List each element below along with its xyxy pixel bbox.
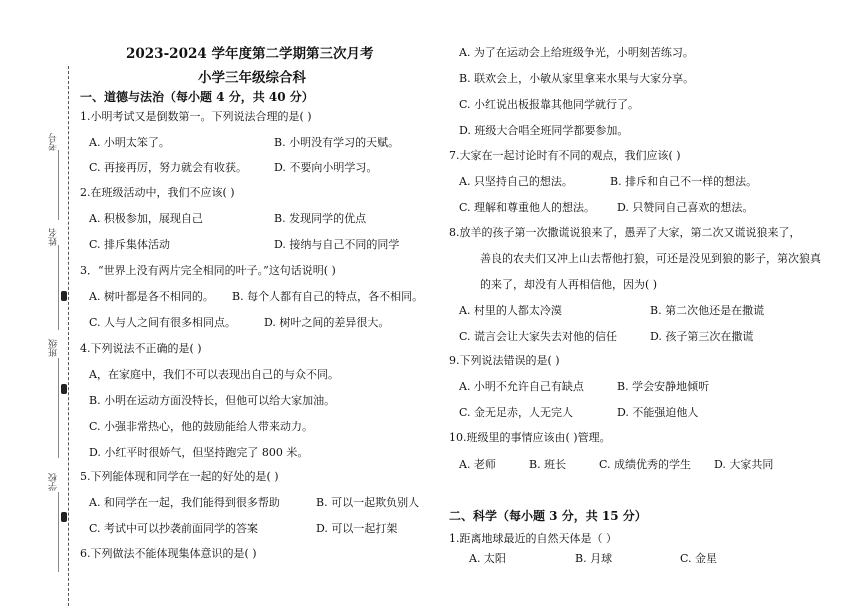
- question-9-option-d: D. 不能强迫他人: [617, 406, 699, 419]
- question-6-option-c: C. 小红说出板报靠其他同学就行了。: [459, 98, 640, 111]
- science-question-1-option-c: C. 金星: [680, 552, 718, 565]
- question-1-stem: 1.小明考试又是倒数第一。下列说法合理的是( ): [80, 110, 312, 123]
- question-2-option-d: D. 接纳与自己不同的同学: [274, 238, 400, 251]
- question-6-option-a: A. 为了在运动会上给班级争光，小明刻苦练习。: [459, 46, 694, 59]
- question-1-option-d: D. 不要向小明学习。: [274, 161, 378, 174]
- science-question-1-stem: 1.距离地球最近的自然天体是（ ）: [449, 532, 617, 545]
- question-1-option-a: A. 小明太笨了。: [89, 136, 170, 149]
- question-10-option-a: A. 老师: [459, 458, 496, 471]
- question-10-stem: 10.班级里的事情应该由( )管理。: [449, 431, 611, 444]
- question-4-option-c: C. 小强非常热心，他的鼓励能给人带来动力。: [89, 420, 314, 433]
- question-6-option-b: B. 联欢会上，小敏从家里拿来水果与大家分享。: [459, 72, 695, 85]
- binding-mark-line: [61, 291, 67, 301]
- school-blank: [58, 492, 59, 572]
- question-1-option-b: B. 小明没有学习的天赋。: [274, 136, 400, 149]
- question-10-option-d: D. 大家共同: [714, 458, 774, 471]
- question-5-stem: 5.下列能体现和同学在一起的好处的是( ): [80, 470, 279, 483]
- question-8-stem-line-3: 的来了，却没有人再相信他，因为( ): [480, 278, 658, 291]
- section-1-title: 一、道德与法治（每小题 4 分，共 40 分）: [80, 90, 314, 104]
- exam-subtitle: 小学三年级综合科: [198, 70, 306, 86]
- question-7-option-d: D. 只赞同自己喜欢的想法。: [617, 201, 754, 214]
- question-6-option-d: D. 班级大合唱全班同学都要参加。: [459, 124, 629, 137]
- science-question-1-option-a: A. 太阳: [469, 552, 506, 565]
- question-9-option-c: C. 金无足赤，人无完人: [459, 406, 574, 419]
- question-10-option-b: B. 班长: [529, 458, 567, 471]
- question-5-option-b: B. 可以一起欺负别人: [316, 496, 420, 509]
- question-10-option-c: C. 成绩优秀的学生: [599, 458, 692, 471]
- exam-number-blank: [58, 150, 59, 220]
- binding-label-school: 学校: [49, 473, 59, 491]
- question-4-option-a: A，在家庭中，我们不可以表现出自己的与众不同。: [89, 368, 339, 381]
- question-2-option-b: B. 发现同学的优点: [274, 212, 367, 225]
- question-4-option-b: B. 小明在运动方面没特长，但他可以给大家加油。: [89, 394, 336, 407]
- question-3-option-c: C. 人与人之间有很多相同点。: [89, 316, 237, 329]
- question-4-stem: 4.下列说法不正确的是( ): [80, 342, 202, 355]
- question-8-option-b: B. 第二次他还是在撒谎: [650, 304, 765, 317]
- question-4-option-d: D. 小红平时很娇气，但坚持跑完了 800 米。: [89, 446, 309, 459]
- class-blank: [58, 358, 59, 458]
- question-8-stem-line-1: 8.放羊的孩子第一次撒谎说狼来了，愚弄了大家，第二次又谎说狼来了，: [449, 226, 801, 239]
- question-8-stem-line-2: 善良的农夫们又冲上山去帮他打狼，可还是没见到狼的影子，第次狼真: [480, 252, 821, 265]
- question-7-option-b: B. 排斥和自己不一样的想法。: [610, 175, 758, 188]
- question-5-option-c: C. 考试中可以抄袭前面同学的答案: [89, 522, 259, 535]
- question-9-option-b: B. 学会安静地倾听: [617, 380, 710, 393]
- question-9-stem: 9.下列说法错误的是( ): [449, 354, 560, 367]
- name-blank: [58, 245, 59, 330]
- section-2-title: 二、科学（每小题 3 分，共 15 分）: [449, 509, 647, 523]
- science-question-1-option-b: B. 月球: [575, 552, 613, 565]
- question-5-option-a: A. 和同学在一起，我们能得到很多帮助: [89, 496, 280, 509]
- question-3-option-d: D. 树叶之间的差异很大。: [264, 316, 390, 329]
- question-9-option-a: A. 小明不允许自己有缺点: [459, 380, 584, 393]
- question-8-option-a: A. 村里的人都太冷漠: [459, 304, 562, 317]
- binding-mark-seal: [61, 384, 67, 394]
- question-7-option-c: C. 理解和尊重他人的想法。: [459, 201, 596, 214]
- question-3-stem: 3．“世界上没有两片完全相同的叶子。”这句话说明( ): [80, 264, 336, 277]
- binding-label-class: 班级: [49, 339, 59, 357]
- question-5-option-d: D. 可以一起打架: [316, 522, 398, 535]
- question-8-option-d: D. 孩子第三次在撒谎: [650, 330, 754, 343]
- question-7-option-a: A. 只坚持自己的想法。: [459, 175, 573, 188]
- question-2-option-a: A. 积极参加，展现自己: [89, 212, 203, 225]
- question-7-stem: 7.大家在一起讨论时有不同的观点，我们应该( ): [449, 149, 681, 162]
- binding-label-exam-number: 考号: [49, 133, 59, 151]
- question-2-option-c: C. 排斥集体活动: [89, 238, 171, 251]
- binding-dashed-line: [68, 66, 69, 606]
- question-3-option-b: B. 每个人都有自己的特点，各不相同。: [232, 290, 424, 303]
- exam-title: 2023-2024 学年度第二学期第三次月考: [126, 46, 374, 62]
- binding-mark-secret: [61, 512, 67, 522]
- question-2-stem: 2.在班级活动中，我们不应该( ): [80, 186, 235, 199]
- question-8-option-c: C. 谎言会让大家失去对他的信任: [459, 330, 618, 343]
- question-6-stem: 6.下列做法不能体现集体意识的是( ): [80, 547, 257, 560]
- binding-label-name: 姓名: [49, 228, 59, 246]
- question-3-option-a: A. 树叶都是各不相同的。: [89, 290, 214, 303]
- question-1-option-c: C. 再接再厉，努力就会有收获。: [89, 161, 248, 174]
